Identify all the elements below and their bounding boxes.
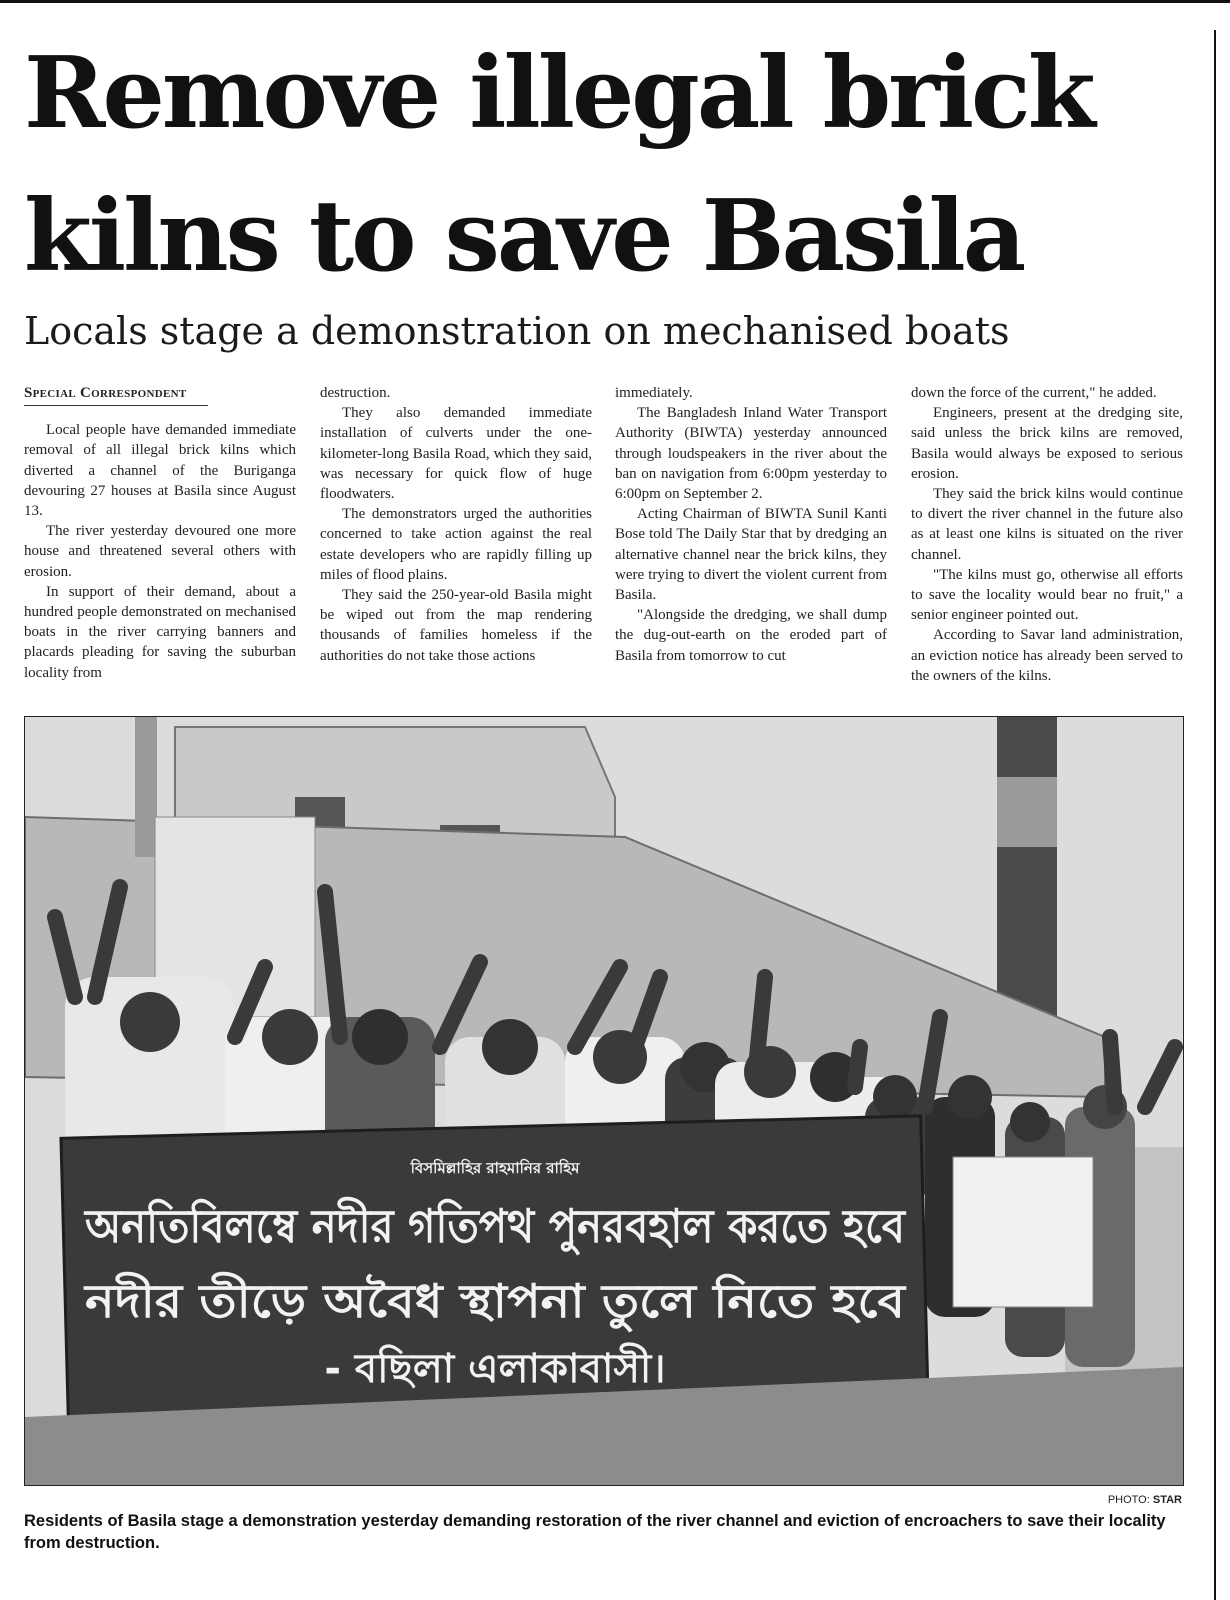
- paragraph: "Alongside the dredging, we shall dump the dug-out-earth on the eroded part of Basila from tomorrow to cut: [615, 607, 887, 664]
- photo-credit-source: STAR: [1152, 1494, 1182, 1506]
- banner-line-3: - বছিলা এলাকাবাসী।: [324, 1346, 666, 1392]
- paragraph: Engineers, present at the dredging site, said unless the brick kilns are removed, Basila would always be exposed to serious erosion.: [911, 405, 1183, 482]
- paragraph: They said the brick kilns would continue to divert the river channel in the future also as at least one kilns is situated on the river channel.: [911, 486, 1183, 563]
- paragraph: immediately.: [615, 385, 693, 401]
- article-column-1: [24, 383, 296, 688]
- top-rule: [0, 0, 1230, 3]
- placard-right: [953, 1157, 1093, 1307]
- paragraph: The river yesterday devoured one more house and threatened several others with erosion.: [24, 523, 296, 580]
- banner-line-1: অনতিবিলম্বে নদীর গতিপথ পুনরবহাল করতে হবে: [85, 1199, 988, 1253]
- byline: Special Correspondent: [24, 383, 208, 406]
- photo-credit: [1108, 1494, 1182, 1506]
- paragraph: The demonstrators urged the authorities concerned to take action against the real estate developers who are rapidly filling up miles of flood plains.: [320, 506, 592, 583]
- paragraph: The Bangladesh Inland Water Transport Authority (BIWTA) yesterday announced through loudspeakers in the river about the ban on navigation from 6:00pm yesterday to 6:00pm on September 2.: [615, 405, 887, 503]
- paragraph: "The kilns must go, otherwise all efforts to save the locality would bear no fruit," a senior engineer pointed out.: [911, 566, 1183, 624]
- protest-on-boat-photo: [25, 717, 1183, 1485]
- article-column-4: [911, 383, 1183, 688]
- photo-caption: Residents of Basila stage a demonstration yesterday demanding restoration of the river channel and eviction of encroachers to save their locality from destruction.: [24, 1512, 1166, 1552]
- column-rule: [1214, 30, 1216, 1600]
- paragraph: They said the 250-year-old Basila might be wiped out from the map rendering thousands of families homeless if the authorities do not take those actions: [320, 587, 592, 664]
- kiln-chimney: [997, 717, 1057, 1017]
- paragraph: In support of their demand, about a hundred people demonstrated on mechanised boats in the river carrying banners and placards pleading for saving the suburban locality from: [24, 583, 296, 681]
- banner-top-text: বিসমিল্লাহির রাহমানির রাহিম: [410, 1159, 580, 1177]
- article-column-3: [615, 383, 887, 688]
- headline: Remove illegal brick kilns to save Basila: [24, 36, 1093, 294]
- paragraph: down the force of the current," he added.: [911, 385, 1157, 401]
- paragraph: destruction.: [320, 385, 391, 401]
- mast: [135, 717, 157, 857]
- news-photo: [24, 716, 1184, 1486]
- paragraph: They also demanded immediate installation of culverts under the one-kilometer-long Basila Road, which they said, was necessary for quick flow of huge floodwaters.: [320, 405, 592, 503]
- article-column-2: [320, 383, 592, 688]
- subheadline: Locals stage a demonstration on mechanised boats: [24, 309, 1010, 353]
- paragraph: Acting Chairman of BIWTA Sunil Kanti Bose told The Daily Star that by dredging an alternative channel near the brick kilns, they were trying to divert the violent current from Basila.: [615, 506, 887, 604]
- banner-line-2: নদীর তীড়ে অবৈধ স্থাপনা তুলে নিতে হবে: [85, 1274, 846, 1328]
- paragraph: Local people have demanded immediate removal of all illegal brick kilns which diverted a channel of the Buriganga devouring 27 houses at Basila since August 13.: [24, 422, 296, 520]
- photo-credit-prefix: PHOTO:: [1107, 1494, 1153, 1506]
- paragraph: According to Savar land administration, an eviction notice has already been served to the owners of the kilns.: [911, 627, 1183, 684]
- kiln-chimney-band: [997, 777, 1057, 847]
